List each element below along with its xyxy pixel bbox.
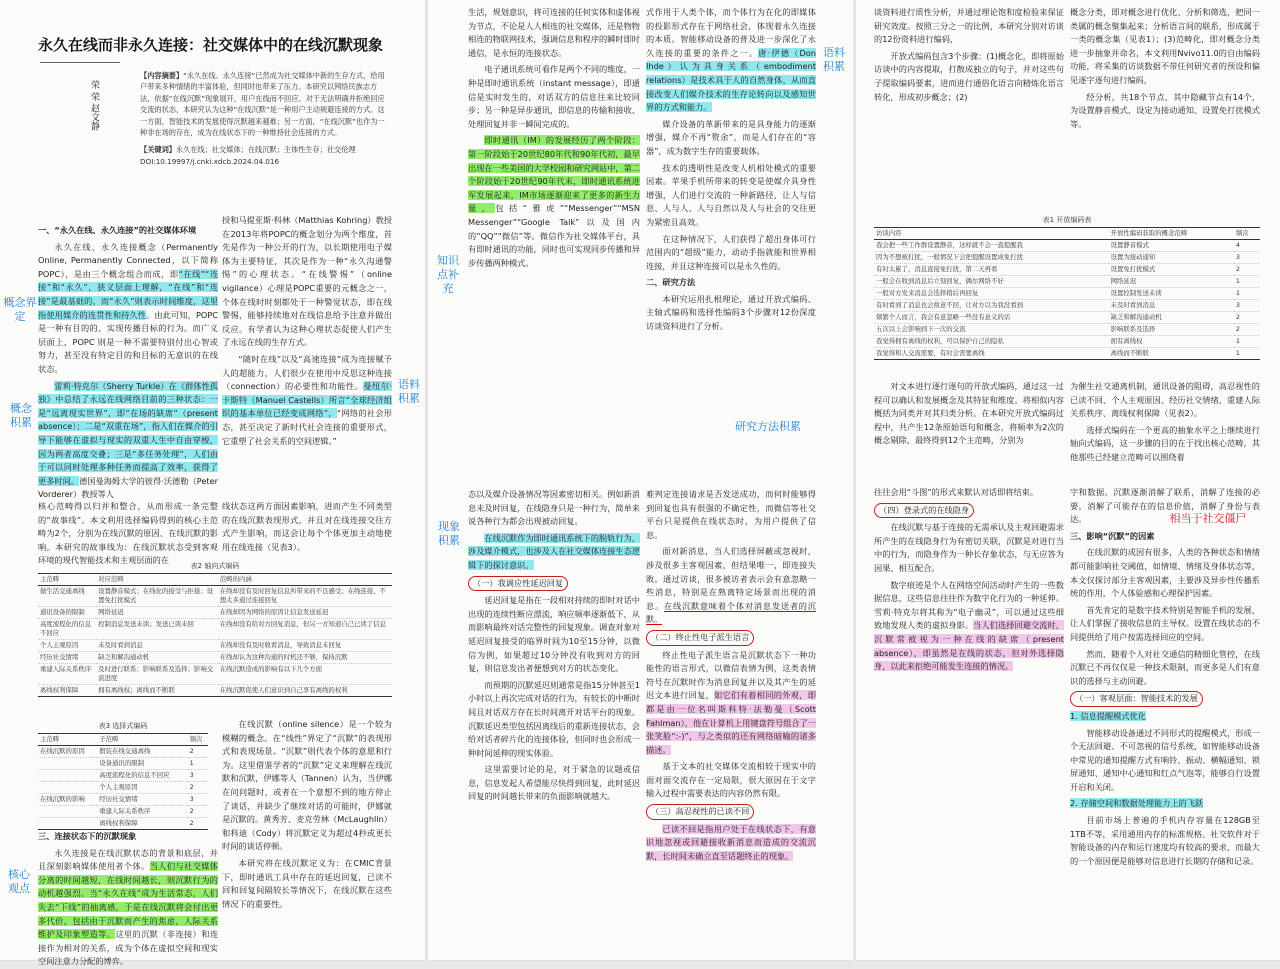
- paragraph: 在线沉默与基于连接的无需承认及主观回避需求所产生的在线隐身行为有密切关联，沉默是对进行当中的行为，而隐身作为一种长存象状态，与无应答为因果、相互配合。: [874, 522, 1064, 573]
- table-cell: 在线沉默的原因: [38, 746, 97, 758]
- table-cell: 一般会在收到消息后立刻回复，偶尔网络不好: [874, 276, 1109, 288]
- paragraph: 永久连接是在线沉默状态的背景和底层，并且深刻影响媒体使用者个体。: [38, 847, 218, 872]
- highlight: “在线”“连接”和“永久”，狭义层面上理解，: [38, 268, 219, 293]
- paragraph: 本研究将在线沉默定义为：在CMIC背景下，即时通讯工具中存在的延迟回复，已读不回和回复间隔较长等情况下，在线沉默在这些情况下的重要性。: [222, 857, 392, 909]
- th: 频次: [1234, 228, 1260, 240]
- table-cell: 2: [1234, 324, 1260, 336]
- table-cell: 个人主观原因: [38, 640, 96, 652]
- table-cell: 经历社交情绪: [38, 652, 96, 664]
- table-row: [874, 300, 1260, 312]
- highlight: “在线”和“连接”是最基础的，而“永久”则表示时间维度，这里指使用媒介的连贯性和持久性: [38, 282, 218, 320]
- table-cell: 个人主观原因: [97, 782, 187, 794]
- th: 对应范畴: [96, 574, 218, 586]
- table-2: [38, 562, 392, 697]
- table-cell: 我会把一些工作群设置静音，这样就不会一直提醒我: [874, 240, 1109, 252]
- table-3-body: [38, 746, 208, 830]
- table-cell: 在线沉默的影响: [38, 794, 97, 806]
- table-cell: 在线却没有及时回复信息所带来的不良感受；在线连接，不想太多通过连接回复: [218, 586, 392, 607]
- page-right: [856, 0, 1280, 960]
- table-row: [874, 276, 1260, 288]
- subheading-read-no-reply: （三）高忍视性的已读不回: [646, 804, 754, 820]
- table-cell: 重建人际关系秩序: [97, 806, 187, 818]
- table-cell: [38, 806, 97, 818]
- paragraph: 概念分类，即对概念进行优化、分析和筛选，把同一类属的概念聚集起来；分析语言间的联系，形成属于一类的概念集（见表1）；(3)范畴化，即对概念分类进一步抽象并命名，本文利用Nvivo11.0的自由编码功能，将采集的访谈数据不带任何研究者的预设和偏见逐字逐句进行编码，: [1070, 7, 1260, 85]
- paragraph: 在线沉默的成因有很多，人类的各种状态和情绪都可能影响社交阈值，如情境、情绪及身体状态等，本文仅探讨部分主客观因素，主要涉及异步性传播系统的作用，个人体验感和心理保护因素。: [1070, 547, 1260, 599]
- table-row: [874, 324, 1260, 336]
- table-cell: 离线而不断联: [1109, 348, 1234, 360]
- abstract-text: “永久在线、永久连接”已然成为社交媒体中新的生存方式，给用户带来多种情绪的丰富体验，但同时也带来了压力。本研究以网络民族志方法，依据“在线沉默”现象展开，用户在线而不回应。对于无法明确并拒绝回应交流的状态，本研究认为这种“在线沉默”是一种用户主动规避连接的方式。这一方面，智能技术的发展使得沉默越来越难；另一方面，“在线沉默”也作为一种非在场的存在，成为在线状态下的一种维持社会连接的方式。: [140, 71, 385, 138]
- table-cell: 重建人际关系秩序: [38, 664, 96, 685]
- keywords-label: 【关键词】: [140, 145, 176, 155]
- doi: DOI:10.19997/j.cnki.xdcb.2024.04.016: [140, 156, 280, 166]
- p2-col-a: [468, 6, 640, 486]
- table-cell: 在线却没有及时收看消息，导致消息未回复: [218, 640, 392, 652]
- paragraph: 开放式编码包含3个步骤：(1)概念化，即将原始访谈中的内容提取，打散成独立的句子，并对这些句子提取编码要素，进而进行通俗化语言向精炼化语言转化，形成初步概念；(2): [874, 50, 1064, 102]
- paragraph: 终止性电子派生语言是沉默状态下一种功能性的语言形式，以微信表情为例，这类表情符号在沉默时作为消息回复并以及其产生的延迟文本进行回复，: [646, 649, 816, 701]
- table-cell: 我觉得拥有离线的权利，可以保护自己的隐私: [874, 336, 1109, 348]
- table-cell: 离线权利保障: [38, 685, 96, 697]
- table-cell: [38, 770, 97, 782]
- highlight: 已读不回是指用户处于在线状态下，有意识地忽视或回避接收新消息而造成的交流沉默，长时间未确立直至话题终止的现象。: [646, 823, 816, 861]
- p1-col-c: [38, 500, 218, 566]
- table-3: [38, 722, 208, 830]
- table-cell: 2: [188, 818, 208, 830]
- table-cell: 在线却没有给对方回复消息，但另一方知道自己已读了信息: [218, 619, 392, 640]
- table-row: [38, 664, 392, 685]
- abstract-label: 【内容摘要】: [140, 71, 184, 80]
- paragraph: 往往会用“斗图”的形式来默认对话即将结束。: [874, 487, 1039, 497]
- table-row: [38, 818, 208, 830]
- note-phenomenon: 现象积累: [438, 520, 460, 547]
- paragraph: 式作用于人类个体，而个体行为在化的即媒体的投影形式存在于网络社会，体现着永久连接的本质。智能移动设备的普及进一步深化了永久连接的重要的条件之一。: [646, 7, 816, 58]
- subheading-objective: （一）客观层面：智能技术的发展: [1070, 691, 1203, 707]
- table-cell: 缺乏和解沟通动机: [1109, 312, 1234, 324]
- table-cell: 控制消息发送未读；发送已读未回: [96, 619, 218, 640]
- table-cell: 1: [1234, 288, 1260, 300]
- table-cell: 设置为接动通知: [1109, 252, 1234, 264]
- note-corpus-accumulation: 语料积累: [398, 378, 420, 405]
- paragraph: 这里需要讨论的是，对于紧急的议题或信息，信息发起人希望能尽快得到回复，此时延迟回复的时间越长带来的负面影响就越大。: [468, 764, 640, 802]
- subheading-emoji: （二）终止性电子派生语言: [646, 630, 754, 646]
- th: 主范畴: [38, 574, 96, 586]
- th: 频次: [188, 734, 208, 746]
- paragraph: 难判定连接请求是否发送成功，而何时能够得到回复也具有很强的不确定性，而微信等社交平台只是提供在线状态时，为用户提供了信息。: [646, 489, 816, 540]
- paragraph: 。由此可知，POPC 是一种有目的的、实现传播目标的行为。而广义层面上，POPC 则是一种不需要特别付出心智或努力，甚至没有特定目的和目标的无意识的在线状态。: [38, 309, 218, 374]
- table-cell: 在线沉默造成的影响有以下几个方面: [218, 664, 392, 685]
- table-cell: 1: [1234, 348, 1260, 360]
- table-cell: 3: [188, 770, 208, 782]
- note-social-zombie: 相当于社交僵尸: [1169, 512, 1247, 525]
- table-row: [38, 607, 392, 619]
- table-cell: 2: [1234, 312, 1260, 324]
- paragraph: 德国曼海姆大学的彼得·沃德勒（Peter Vorderer）教授等人: [38, 475, 218, 500]
- table-cell: 高度流程化的信息不回应: [97, 770, 187, 782]
- paragraph: 态以及媒介设备情况等因素密切相关。例如新消息未及时回复，在线隐身只是一种行为，简单来说各种行为都会出现被动回复。: [468, 489, 640, 527]
- table-cell: 拥有离线权: [1109, 336, 1234, 348]
- highlight: 当人们与社交媒体分离的时间越短，在线时间越长，则沉默行为的动机越强烈。当“永久在线”成为生活常态，人们失去“下线”的抽离感，于是在线沉默将会付出更多代价，包括由于沉默而产生的焦虑，人际关系维护及印象塑造等。: [38, 861, 218, 940]
- note-core-view: 核心观点: [8, 868, 30, 895]
- table-cell: 有时太累了，消息直接免打扰，第二天再看: [874, 264, 1109, 276]
- p3-col-d: [1070, 380, 1260, 480]
- note-concept-definition: 概念界定: [3, 296, 37, 323]
- table-row: [874, 264, 1260, 276]
- table-cell: 未及时看到消息: [96, 640, 218, 652]
- paragraph: 线状态这两方面因素影响，进而产生不同类型的在线沉默表现形式，并且对在线连接交往方式产生影响，而这会让每个个体更加主动地使用在线连接（见表3）。: [222, 501, 392, 552]
- paragraph: 面对新消息，当人们选择屏蔽或忽视时，涉及很多主客观因素，但结果唯一，即连接失败。通过访谈，很多被访者表示会有意忽略一些消息，特别是在熟离特定场景而出现的消息。: [646, 546, 816, 611]
- table-1-body: [874, 240, 1260, 360]
- highlight: 雷莉·特克尔（Sherry Turkle）在《群体性孤独》中总结了永远在线网络目前的三种状态：一是“远离现实世界”，即“在场的缺席”（present absence）；二是“双重在场”，指人们在媒介的引导下能够在虚拟与现实的双重人生中自由穿梭，因为两者高度交叠；三是“多任务处理”，人们由于可以同时处理多种任务而提高了效率，获得了更多时间。: [38, 380, 218, 486]
- paragraph: 媒介设备的革新带来的是具身能力的逐渐增强，媒介不再“赘余”，而是人们存在的“容器”，成为数字生存的重要载体。: [646, 118, 816, 156]
- th: 子范畴: [97, 734, 187, 746]
- table-cell: 五次以上会影响到下一次的交流: [874, 324, 1109, 336]
- abstract-block: [140, 70, 390, 167]
- highlight: 唐·伊德（Don Ihde）认为具身关系（embodiment relations）是技术具于人的自然身体，从而直接改变人们媒介技术的生存论转向以及感知世界的方式和能力。: [646, 47, 816, 113]
- note-corpus-accumulation-2: 语料积累: [823, 46, 845, 73]
- p3-col-b: [1070, 6, 1260, 166]
- table-cell: 4: [1234, 240, 1260, 252]
- keywords-text: 永久在线；社交媒体；在线沉默；主体性生存；社交伦理: [175, 145, 356, 155]
- table-2-caption: 表2 轴向式编码: [190, 562, 240, 570]
- paragraph: 目前市场上普遍的手机内存容量在128GB至1TB不等，采用通用内存的标准规格。社交软件对于智能设备的内存和运行速度均有较高的要求，而最大的一个原因便是能够对信息进行长期的存储和记录。: [1070, 815, 1260, 866]
- table-cell: 一般对方发来消息会选择稍后再回复: [874, 288, 1109, 300]
- table-cell: 通讯设备的限制: [38, 607, 96, 619]
- paragraph: 基于文本的社交媒体交流相较于现实中的面对面交流存在一定局限，很大原因在于文字输入过程中需要表达的内容仍然有限。: [646, 761, 816, 799]
- highlight: 如它们有着相同的外观，即都是由一位名叫斯科特·法勒曼（Scott Fahlman），他在计算机上用键盘符号组合了一张笑脸“:-)”，与之类似的还有网络暗喻的诸多描述。: [646, 690, 816, 755]
- subheading-storage: 2. 存储空间和数据处理能力上的飞跃: [1070, 798, 1204, 809]
- table-cell: 离线权利保障: [97, 818, 187, 830]
- paragraph: 核心范畴得以归并和整合，从而形成一条完整的“故事线”。本文利用选择编码得到的核心主范畴为2个，分别为在线沉默的原因、在线沉默的影响。本研究的故事线为：在线沉默状态受到客观环境的现代智能技术和主观层面的在: [38, 501, 218, 566]
- th: 访谈内容: [874, 228, 1109, 240]
- table-cell: 设置控制发送未读: [1109, 288, 1234, 300]
- paragraph: 对文本进行逐行逐句的开放式编码，通过这一过程可以确认和发展概念及其特征和维度。将相似内容概括为同类并对其归类分析。在本研究开放式编码过程中，共产生12条原始语句和概念，将频率为2次的概念剔除，最终得到12个主范畴，分别为: [874, 381, 1064, 446]
- section1-title: 一、“永久在线、永久连接”的社交媒体环境: [38, 225, 197, 235]
- table-cell: 3: [188, 794, 208, 806]
- table-row: [874, 288, 1260, 300]
- table-cell: 设置静音模式；在线化的接受与拒接；设置免打扰模式: [96, 586, 218, 607]
- paragraph: 选择式编码在一个更高的抽象水平之上继续进行轴向式编码，这一步骤的目的在于找出核心范畴，其他那些已经建立范畴可以围绕着: [1070, 424, 1260, 462]
- table-row: [874, 336, 1260, 348]
- underlined: 在线沉默意味着个体对消息发送者的沉默。: [646, 600, 816, 625]
- highlight: 在线沉默作为即时通讯系统下的脱轨行为，涉及媒介模式，也涉及人在社交媒体连接生态逻辑下的探讨意识。: [468, 532, 640, 570]
- title-rule: [40, 62, 120, 63]
- p1-col-e: [38, 830, 218, 967]
- table-cell: 2: [1234, 264, 1260, 276]
- table-row: [38, 685, 392, 697]
- table-row: [38, 619, 392, 640]
- paragraph: 包括“雅虎”“Messenger”“MSN Messenger”“Google Talk”以及国内的“QQ”“微信”等。微信作为社交媒体平台，具有即时通讯的功能，同时也可实现同步传播和异步传播两种模式。: [468, 203, 640, 268]
- note-concept-accumulation: 概念积累: [10, 402, 32, 429]
- table-cell: 在线却因为网络的原因让信息发送延迟: [218, 607, 392, 619]
- highlight: 第二个阶段始于20世纪90年代末，即时通讯系统进军发展起来，IM市场逐渐迎来了更多的新生力量，: [468, 162, 640, 214]
- table-3-caption: 表3 选择式编码: [98, 722, 148, 730]
- table-cell: 因为不想被打扰，一般情况下会把提醒设置成免打扰: [874, 252, 1109, 264]
- th: 范畴的内涵: [218, 574, 392, 586]
- p3-col-c: [874, 380, 1064, 480]
- paragraph: 生活，规划意识，将可连接的任何实体和虚体视为节点，不论是人人相连的社交媒体，还是物物相连的物联网技术，强调信息和程序的瞬时即时通信，是永恒的连接状态。: [468, 7, 640, 58]
- table-row: [38, 782, 208, 794]
- paragraph: 这里的沉默（非连接）和连接作为相对的关系，成为个体在虚拟空间和现实空间注意力分配的博弈。: [38, 929, 218, 967]
- p1-col-b: [222, 214, 392, 494]
- table-row: [38, 652, 392, 664]
- table-cell: 3: [1234, 252, 1260, 264]
- p3-col-f: [1070, 486, 1260, 958]
- table-row: [38, 794, 208, 806]
- paragraph: 在这种情况下，人们获得了超出身体可行范围内的“超级”能力，动动手指就能和世界相连接，并且这种连接可以是永久性的。: [646, 233, 816, 271]
- p2-col-b: [646, 6, 816, 486]
- p3-col-a: [874, 6, 1064, 166]
- table-row: [38, 586, 392, 607]
- table-cell: 影响联系及选择: [1109, 324, 1234, 336]
- table-2-body: [38, 586, 392, 697]
- p1-col-f: [222, 718, 392, 958]
- table-row: [874, 252, 1260, 264]
- th: 主范畴: [38, 734, 97, 746]
- table-cell: [38, 782, 97, 794]
- table-row: [874, 348, 1260, 360]
- table-row: [38, 746, 208, 758]
- subheading-reminder: 1. 信息提醒模式优化: [1070, 710, 1146, 721]
- table-cell: 缺乏和解沟通动机: [96, 652, 218, 664]
- table-row: [38, 758, 208, 770]
- table-cell: 网络延迟: [1109, 276, 1234, 288]
- table-cell: 在线却认为这种沟通的时机还不够，保持沉默: [218, 652, 392, 664]
- paragraph: “网络的社会形态，甚至决定了新时代社会连接的重要形式，它重塑了社会关系的空间逻辑。”: [222, 408, 392, 446]
- authors: 荣 荣 赵文静: [89, 80, 99, 131]
- paragraph: “随时在线”以及“高速连接”成为连接赋予人的超能力，人们很少在使用中反思这种连接（connection）的必要性和功能性。: [222, 353, 392, 392]
- paragraph: 首先肯定的是数字技术特别是智能手机的发展，让人们掌握了接收信息的主导权。设置在线状态的不同提供给了用户按需选择回应的空间。: [1070, 604, 1260, 642]
- page-middle: [428, 0, 853, 960]
- table-row: [38, 770, 208, 782]
- paragraph: 技术的透明性是改变人机相处模式的重要因素。苹果手机所带来的转变是使媒介具身性增强，人们进行交流的一种新路径，让人与信息、人与人、人与自然以及人与社会的交往更为紧密且高效。: [646, 162, 816, 227]
- p3-col-e: [874, 486, 1064, 958]
- table-cell: 高度流程化的信息不回应: [38, 619, 96, 640]
- paragraph: 延迟回复是指在一段相对持续的即时对话中出现的连续性断应漂流，响应频率逐渐低下，从而影响最终对话完整性的回复现象。调查对象对延迟回复接受的临界时间为10至15分钟，以微信为例，如果超过10分钟没有收到对方的回复，则信息发出者便想到对方的状态变化。: [468, 595, 640, 674]
- note-method: 研究方法积累: [735, 420, 801, 433]
- paragraph: 永久在线、永久连接概念（Permanently Online, Permanently Connected，以下简称 POPC），是由三个概念组合而成，即: [38, 241, 218, 279]
- table-cell: 我觉得和人交流需要，有时会需要离线: [874, 348, 1109, 360]
- p2-col-d: [646, 488, 816, 958]
- table-cell: 在线沉默促使人们意识到自己享有离线的权利: [218, 685, 392, 697]
- table-cell: 设备通讯的限制: [97, 758, 187, 770]
- table-cell: 2: [188, 782, 208, 794]
- subheading-invisible-login: （四）登录式的在线隐身: [874, 503, 974, 519]
- th: 开放性编码获取的概念范畴: [1109, 228, 1234, 240]
- table-cell: 网络延迟: [96, 607, 218, 619]
- paragraph: 智能移动设备通过不同形式的提醒模式，形成一个无法回避、不可忽视的信号系统，如智能移动设备中常见的通知提醒方式有响铃、振动、横幅通知、锁屏通知、通知中心通知和红点气泡等，能够自行设置开启和关闭。: [1070, 727, 1260, 792]
- table-cell: 2: [188, 746, 208, 758]
- paragraph: 为催生社交通离机制，通讯设备的阻碍，高忍视性的已读不回、个人主观原因、经历社交情绪，重建人际关系秩序、离线权利保障（见表2）。: [1070, 381, 1260, 419]
- section2-title: 二、研究方法: [646, 277, 696, 288]
- table-cell: 1: [1234, 276, 1260, 288]
- p1-col-d: [222, 500, 392, 558]
- highlight: 曼纽尔·卡斯特（Manuel Castells）所言“全球经济组织的基本单位已经变成网络”，: [222, 381, 392, 419]
- table-cell: 有时看到了消息也会故意不回，让对方以为我没看到: [874, 300, 1109, 312]
- table-cell: 做生活交通离线: [38, 586, 96, 607]
- article-title: 永久在线而非永久连接：社交媒体中的在线沉默现象: [38, 36, 384, 54]
- table-cell: 及时进行联系；影响联系及选择；影响交流进度: [96, 664, 218, 685]
- paragraph: 然而，随着个人对社交通信的精细化管控，在线沉默已不再仅仅是一种技术限制，而更多是人们有意识的选择与主动回避。: [1070, 648, 1260, 686]
- page-left: [0, 0, 425, 967]
- highlight: 即时通讯（IM）的发展经历了两个阶段：第一阶段始于20世纪80年代和90年代初，最早出现在一些美国的大学校园和研究网站中，: [468, 135, 640, 173]
- table-cell: [38, 818, 97, 830]
- table-cell: [38, 758, 97, 770]
- table-1-caption: 表1 开放编码表: [1042, 216, 1092, 224]
- table-cell: 1: [188, 758, 208, 770]
- p2-col-c: [468, 488, 640, 958]
- table-1: [874, 216, 1260, 360]
- table-row: [38, 640, 392, 652]
- paragraph: 本研究运用扎根理论，通过开放式编码、主轴式编码和选择性编码3个步骤对12份深度访谈资料进行了分析。: [646, 293, 816, 332]
- note-knowledge-supplement: 知识点补充: [437, 254, 459, 295]
- paragraph: 授和马提亚斯·科林（Matthias Kohring）教授在2013年将POPC的概念划分为两个维度，首先是作为一种公开的行为，以长期使用电子媒体为主要特征，其次是作为一种“永久沟通警惕”的心理状态。“在线警惕”（online vigilance）心理是POPC重要的元概念之一，个体在线时时刻都处于一种警觉状态，即在线警惕，能够持续地对在线信息给予注意并做出反应。有学者认为这种心理状态促使人们产生了永远在线的生存方式。: [222, 215, 392, 348]
- table-cell: 假装在线交通离线: [97, 746, 187, 758]
- table-cell: 频繁个人而言，我会有意忽略一些没有意义的话: [874, 312, 1109, 324]
- paragraph: 电子通讯系统可看作是两个不同的维度，一种是即时通讯系统（instant message），即通信是实时发生的，对话双方的信息往来比较同步；另一种是异步通讯，即信息的传输和接收、处理回复并非一瞬间完成的。: [468, 64, 640, 129]
- subheading-delay-reply: （一）我调应性延迟回复: [468, 576, 568, 592]
- table-cell: 2: [188, 806, 208, 818]
- highlight: 当人们选择回避交流时，沉默常被视为一种在线的缺席（present absence），即虽然是在线的状态，但对外选择隐身，以此来拒绝可能发生连接的情况。: [874, 620, 1064, 672]
- table-cell: 经历社交情绪: [97, 794, 187, 806]
- paragraph: 数字痕迹是个人在网络空间活动时产生的一些数据信息，这些信息往往作为数字化行为的一种延伸。雪莉·特克尔将其称为“电子幽灵”，可以通过这些细致地发现人类的虚拟身影。: [874, 579, 1064, 631]
- paragraph: 而预期的沉默延迟则通常是指15分钟甚至1小时以上再次完成对话的行为，有较长的中断时间且对话双方存在长时间离开对话平台的现象。沉默延迟类型包括因离线后的重新连接状态，会给对话者碎片化的连接体验，但同时也会形成一种时间延伸的现实体验。: [468, 679, 640, 758]
- table-row: [874, 240, 1260, 252]
- table-cell: 1: [1234, 336, 1260, 348]
- paragraph: 经分析，共18个节点，其中隐藏节点有14个，为设置静音模式、设定为接动通知、设置免打扰模式等。: [1070, 91, 1260, 129]
- table-cell: 设置静音模式: [1109, 240, 1234, 252]
- section3b-title: 三、影响“沉默”的因素: [1070, 530, 1155, 541]
- table-cell: 设置免打扰模式: [1109, 264, 1234, 276]
- paragraph: 在线沉默（online silence）是一个较为模糊的概念。在“线性”界定了“沉默”的表现形式和表现场景。“沉默”则代表个体的意愿和行为。这里借鉴学者的“沉默”定义来理解在线沉默和沉默，伊娜等人（Tannen）认为，当伊娜在问问题时，或者在一个意想不到的地方停止了谈话，并缺少了继续对话的可能时，伊娜就是沉默的。黄秀芳、麦克劳林（McLaughlin）和科迪（Cody）将沉默定义为超过4秒或更长时间的谈话停顿。: [222, 719, 392, 852]
- table-cell: 3: [1234, 300, 1260, 312]
- p1-col-a: [38, 224, 219, 500]
- paragraph: 字和数据。沉默逐渐消解了联系，消解了连接的必要，消解了可能存在的信息价值，消解了身份与表达。: [1070, 487, 1260, 525]
- table-cell: 拥有离线权；离线而不断联: [96, 685, 218, 697]
- table-row: [874, 312, 1260, 324]
- section3-title: 三、连接状态下的沉默现象: [38, 831, 137, 841]
- table-row: [38, 806, 208, 818]
- paragraph: 谈资料进行质性分析，并通过理论饱和度检验来保证研究效度。按照三分之一的比例，本研究分别对访谈的12份资料进行编码，: [874, 7, 1064, 45]
- table-cell: 未及时看到消息: [1109, 300, 1234, 312]
